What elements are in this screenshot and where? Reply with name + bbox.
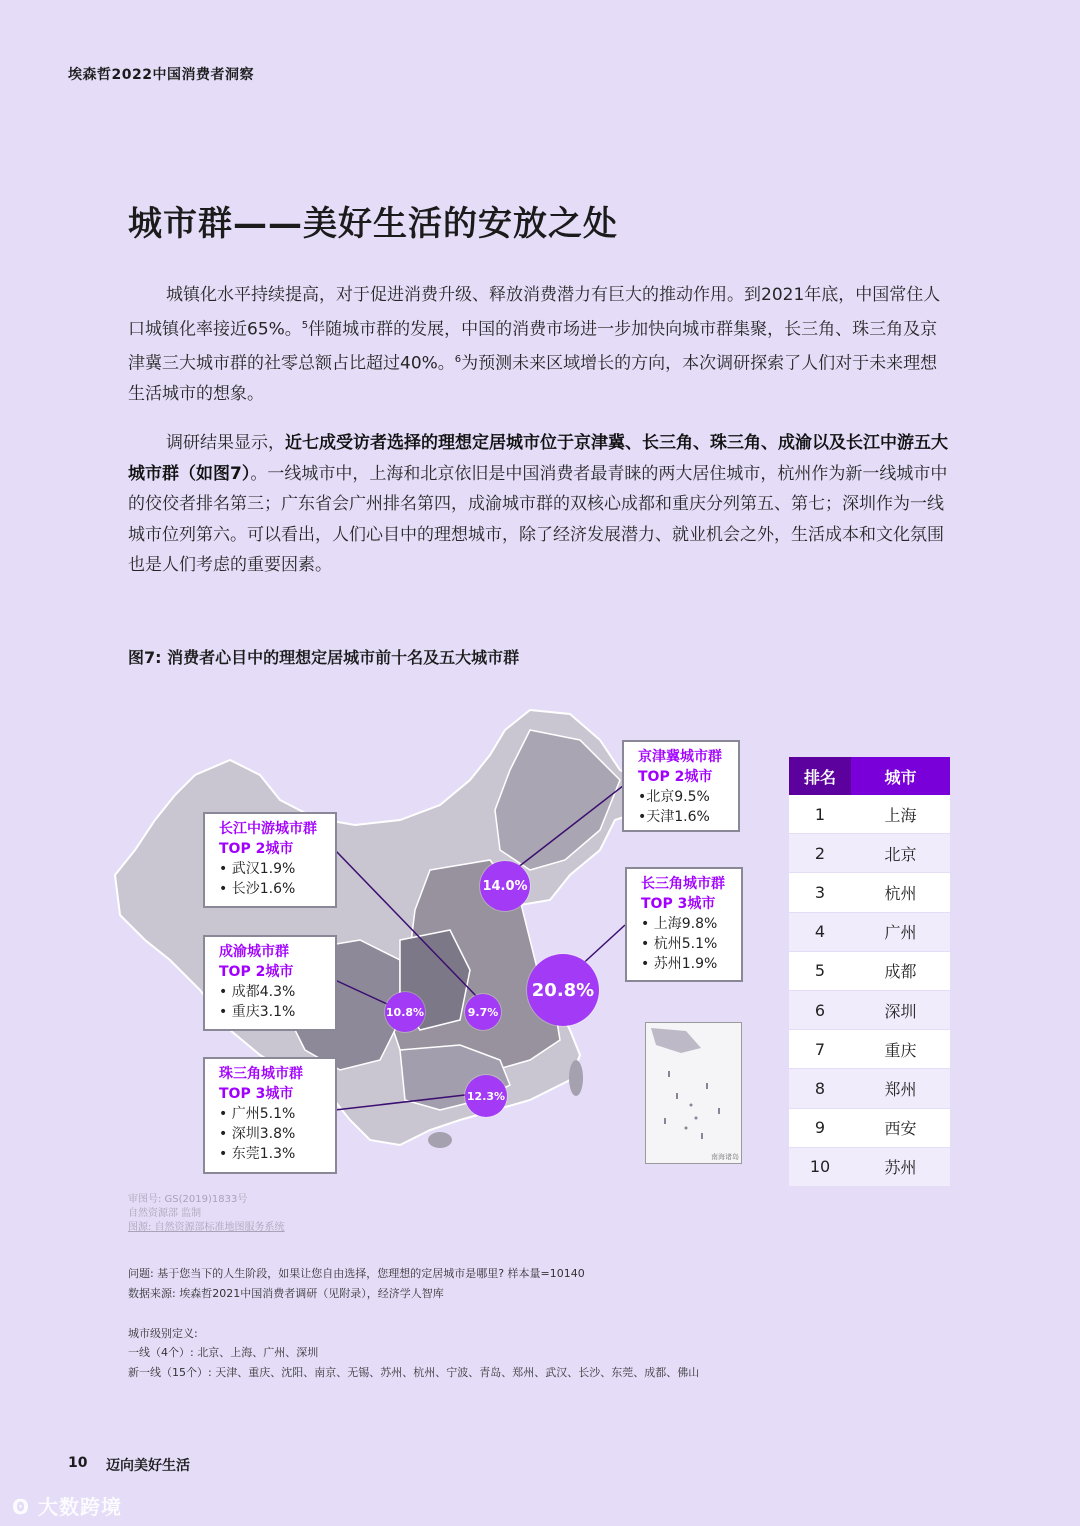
cluster-name-cy: 成渝城市群 (219, 944, 289, 960)
cluster-top-zsj: TOP 3城市 (219, 1086, 294, 1102)
page-title: 城市群——美好生活的安放之处 (128, 204, 618, 244)
rank-cell: 5 (789, 951, 851, 990)
city-tier-definition-title: 城市级别定义: (128, 1327, 198, 1340)
city-cell: 成都 (851, 951, 950, 990)
table-row (789, 1069, 950, 1108)
city-cell: 深圳 (851, 990, 950, 1029)
city-share-item: •天津1.6% (638, 809, 710, 825)
city-share-item: • 长沙1.6% (219, 881, 296, 897)
city-share-item: • 广州5.1% (219, 1106, 296, 1122)
table-row (789, 990, 950, 1029)
table-row (789, 873, 950, 912)
new-tier1-definition: 新一线（15个）: 天津、重庆、沈阳、南京、无锡、苏州、杭州、宁波、青岛、郑州、武汉、长沙、东莞、成都、佛山 (128, 1366, 700, 1379)
inset-label: 南海诸岛 (711, 1153, 739, 1161)
watermark-icon: ʘ (12, 1495, 31, 1519)
bubble-cjzy-share: 9.7% (465, 994, 501, 1030)
city-share-item: • 杭州5.1% (641, 936, 718, 952)
city-column-header: 城市 (851, 757, 950, 795)
table-header-row (789, 757, 950, 795)
paragraph-urbanization (128, 280, 954, 409)
south-china-sea-inset (645, 1022, 742, 1164)
map-approval-number: 审图号: GS(2019)1833号 (128, 1194, 248, 1205)
city-share-item: • 苏州1.9% (641, 956, 718, 972)
rank-cell: 10 (789, 1147, 851, 1186)
rank-cell: 1 (789, 795, 851, 834)
map-source-link[interactable]: 图源: 自然资源部标准地图服务系统 (128, 1222, 285, 1233)
city-cell: 广州 (851, 912, 950, 951)
section-name: 迈向美好生活 (106, 1458, 190, 1474)
report-header: 埃森哲2022中国消费者洞察 (68, 67, 254, 83)
city-cell: 重庆 (851, 1030, 950, 1069)
table-row (789, 1108, 950, 1147)
table-row (789, 1030, 950, 1069)
footnote-ref-6[interactable]: 6 (454, 353, 462, 365)
page-number: 10 (68, 1455, 88, 1471)
city-share-item: • 深圳3.8% (219, 1126, 296, 1142)
table-row (789, 951, 950, 990)
cluster-name-csj: 长三角城市群 (641, 876, 725, 892)
cluster-name-jjj: 京津冀城市群 (638, 749, 722, 765)
taiwan-shape (569, 1060, 583, 1096)
footnote-ref-5[interactable]: 5 (301, 319, 309, 331)
city-cell: 郑州 (851, 1069, 950, 1108)
rank-cell: 3 (789, 873, 851, 912)
figure-title: 图7: 消费者心目中的理想定居城市前十名及五大城市群 (128, 648, 520, 667)
city-ranking-table (789, 757, 950, 1187)
survey-question-note: 问题: 基于您当下的人生阶段，如果让您自由选择，您理想的定居城市是哪里? 样本量=10140 (128, 1267, 585, 1280)
city-cell: 杭州 (851, 873, 950, 912)
table-row (789, 795, 950, 834)
callout-zsj (203, 1057, 337, 1174)
city-share-item: • 重庆3.1% (219, 1004, 296, 1020)
cluster-top-jjj: TOP 2城市 (638, 769, 713, 785)
callout-jjj (622, 740, 740, 832)
bubble-zsj-share: 12.3% (465, 1075, 507, 1117)
bubble-jjj-share: 14.0% (480, 861, 530, 911)
china-map (100, 700, 660, 1180)
rank-cell: 2 (789, 834, 851, 873)
para1-text-c: 为预测未来区域增长的方向，本次调研探索了人们对于未来理想生活城市的想象。 (128, 353, 938, 404)
data-source-note: 数据来源: 埃森哲2021中国消费者调研（见附录），经济学人智库 (128, 1287, 444, 1300)
paragraph-survey-results (128, 428, 954, 581)
city-cell: 北京 (851, 834, 950, 873)
cluster-top-csj: TOP 3城市 (641, 896, 716, 912)
para1-text-a: 城镇化水平持续提高，对于促进消费升级、释放消费潜力有巨大的推动作用。到2021年底，中国常住人口城镇化率接近65%。 (128, 285, 941, 340)
cluster-name-zsj: 珠三角城市群 (219, 1066, 303, 1082)
city-share-item: •北京9.5% (638, 789, 710, 805)
para1-text-b: 伴随城市群的发展，中国的消费市场进一步加快向城市群集聚，长三角、珠三角及京津冀三大城市群的社零总额占比超过40%。 (128, 319, 938, 374)
table-row (789, 912, 950, 951)
table-row (789, 834, 950, 873)
para2-rest: 。一线城市中，上海和北京依旧是中国消费者最青睐的两大居住城市，杭州作为新一线城市中的佼佼者排名第三；广东省会广州排名第四，成渝城市群的双核心成都和重庆分列第五、第七；深圳作为一线城市位列第六。可以看出，人们心目中的理想城市，除了经济发展潜力、就业机会之外，生活成本和文化氛围也是人们考虑的重要因素。 (128, 463, 948, 575)
callout-cjzy (203, 812, 337, 908)
city-cell: 上海 (851, 795, 950, 834)
bubble-csj-share: 20.8% (527, 954, 599, 1026)
bubble-cy-share: 10.8% (385, 992, 425, 1032)
watermark-logo (12, 1491, 122, 1520)
para2-lead: 调研结果显示， (166, 433, 285, 453)
city-cell: 西安 (851, 1108, 950, 1147)
rank-column-header: 排名 (789, 757, 851, 795)
city-share-item: • 东莞1.3% (219, 1146, 296, 1162)
tier1-definition: 一线（4个）: 北京、上海、广州、深圳 (128, 1346, 319, 1359)
cluster-top-cjzy: TOP 2城市 (219, 841, 294, 857)
callout-csj (625, 867, 743, 982)
rank-cell: 6 (789, 990, 851, 1029)
rank-cell: 8 (789, 1069, 851, 1108)
hainan-shape (428, 1132, 452, 1148)
callout-cy (203, 935, 337, 1031)
rank-cell: 7 (789, 1030, 851, 1069)
para2-highlight: 近七成受访者选择的理想定居城市位于京津冀、长三角、珠三角、成渝以及长江中游五大城市群（如图7） (128, 433, 948, 484)
cluster-name-cjzy: 长江中游城市群 (219, 821, 317, 837)
inset-islands (646, 1023, 741, 1163)
watermark-text: 大数跨境 (37, 1495, 122, 1519)
city-cell: 苏州 (851, 1147, 950, 1186)
city-share-item: • 上海9.8% (641, 916, 718, 932)
city-share-item: • 武汉1.9% (219, 861, 296, 877)
cluster-top-cy: TOP 2城市 (219, 964, 294, 980)
map-supervisor: 自然资源部 监制 (128, 1208, 202, 1219)
rank-cell: 4 (789, 912, 851, 951)
city-share-item: • 成都4.3% (219, 984, 296, 1000)
table-row (789, 1147, 950, 1186)
rank-cell: 9 (789, 1108, 851, 1147)
